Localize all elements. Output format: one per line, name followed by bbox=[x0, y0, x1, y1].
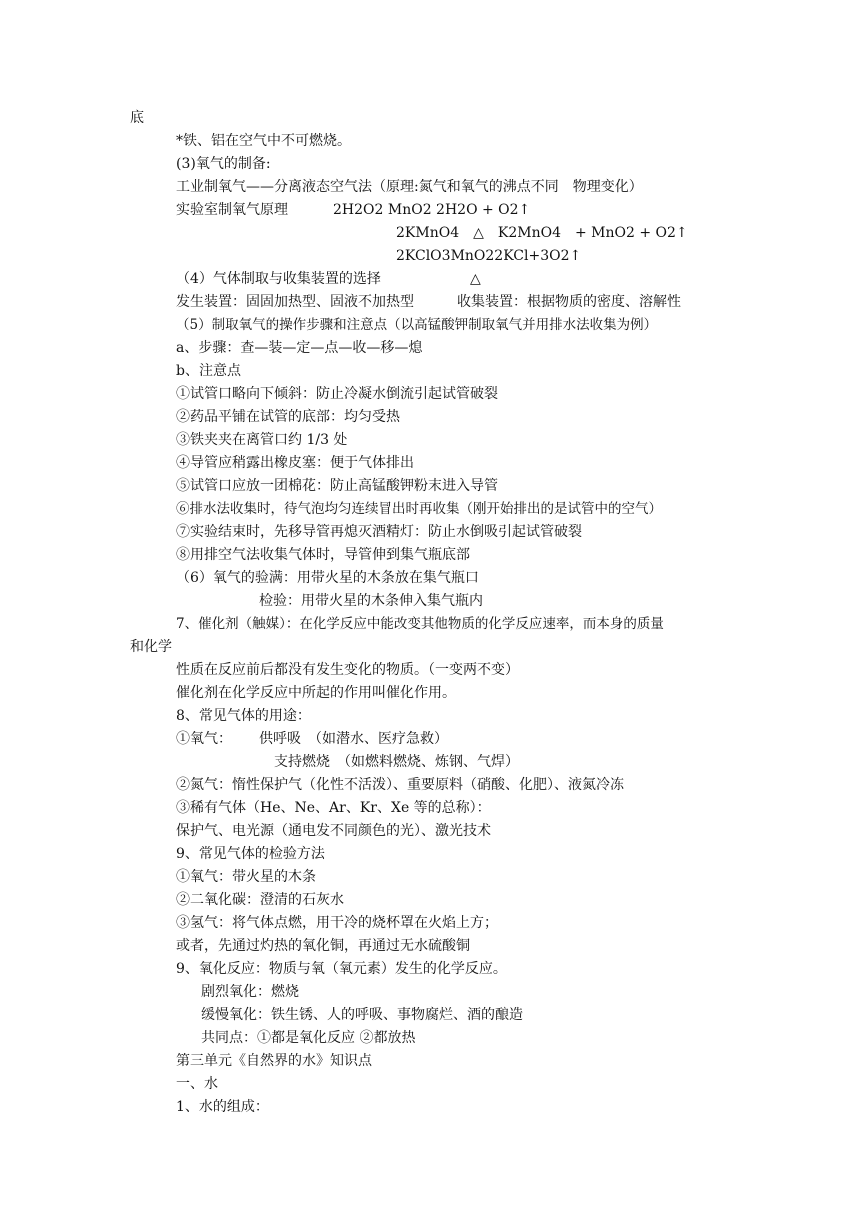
list-item-note-8: ⑧用排空气法收集气体时，导管伸到集气瓶底部 bbox=[176, 547, 470, 563]
list-item-note-5: ⑤试管口应放一团棉花：防止高锰酸钾粉末进入导管 bbox=[176, 478, 498, 494]
heading-oxygen-preparation: (3)氧气的制备: bbox=[176, 156, 271, 172]
text-line-notes-heading: b、注意点 bbox=[176, 363, 241, 379]
heading-unit-three: 第三单元《自然界的水》知识点 bbox=[176, 1053, 372, 1069]
text-line-oxygen-label: ①氧气： bbox=[176, 731, 232, 747]
heading-water: 一、水 bbox=[176, 1076, 218, 1092]
text-line-nitrogen-uses: ②氮气：惰性保护气（化性不活泼）、重要原料（硝酸、化肥）、液氮冷冻 bbox=[176, 777, 624, 793]
text-line-collection-apparatus: 收集装置：根据物质的密度、溶解性 bbox=[457, 294, 681, 310]
text-line-oxygen-combustion: 支持燃烧 （如燃料燃烧、炼钢、气焊） bbox=[274, 754, 519, 770]
heat-triangle-symbol: △ bbox=[470, 271, 481, 287]
text-line-lab-oxygen-label: 实验室制氧气原理 bbox=[176, 202, 288, 218]
text-line-industrial-oxygen: 工业制氧气——分离液态空气法（原理:氮气和氧气的沸点不同 物理变化） bbox=[176, 179, 643, 195]
text-line-oxygen-identify: 检验：用带火星的木条伸入集气瓶内 bbox=[259, 593, 483, 609]
list-item-note-1: ①试管口略向下倾斜：防止冷凝水倒流引起试管破裂 bbox=[176, 386, 498, 402]
list-item-test-hydrogen: ③氢气：将气体点燃，用干冷的烧杯罩在火焰上方； bbox=[176, 915, 498, 931]
heading-procedure: （5）制取氧气的操作步骤和注意点（以高锰酸钾制取氧气并用排水法收集为例） bbox=[176, 317, 658, 333]
text-line-generation-apparatus: 发生装置：固固加热型、固液不加热型 bbox=[176, 294, 414, 310]
text-line-steps: a、步骤：查—装—定—点—收—移—熄 bbox=[176, 340, 423, 356]
equation-h2o2: 2H2O2 MnO2 2H2O + O2↑ bbox=[333, 202, 531, 218]
text-line-slow-oxidation: 缓慢氧化：铁生锈、人的呼吸、事物腐烂、酒的酿造 bbox=[201, 1007, 523, 1023]
list-item-test-co2: ②二氧化碳：澄清的石灰水 bbox=[176, 892, 344, 908]
text-line-noble-gases: ③稀有气体（He、Ne、Ar、Kr、Xe 等的总称）： bbox=[176, 800, 491, 816]
list-item-note-2: ②药品平铺在试管的底部：均匀受热 bbox=[176, 409, 400, 425]
text-line-catalyst-definition: 7、催化剂（触媒）：在化学反应中能改变其他物质的化学反应速率，而本身的质量 bbox=[176, 616, 664, 632]
heading-gas-uses: 8、常见气体的用途： bbox=[176, 708, 311, 724]
text-line-noble-gas-uses: 保护气、电光源（通电发不同颜色的光）、激光技术 bbox=[176, 823, 491, 839]
equation-kclo3: 2KClO3MnO22KCl+3O2↑ bbox=[396, 248, 582, 264]
text-line-catalyst-properties: 性质在反应前后都没有发生变化的物质。（一变两不变） bbox=[176, 662, 519, 678]
text-line-di: 底 bbox=[130, 110, 144, 126]
heading-water-composition: 1、水的组成： bbox=[176, 1099, 269, 1115]
list-item-note-3: ③铁夹夹在离管口约 1/3 处 bbox=[176, 432, 348, 448]
text-line-common-points: 共同点：①都是氧化反应 ②都放热 bbox=[201, 1030, 416, 1046]
list-item-note-6: ⑥排水法收集时，待气泡均匀连续冒出时再收集（刚开始排出的是试管中的空气） bbox=[176, 501, 662, 517]
heading-oxidation: 9、氧化反应：物质与氧（氧元素）发生的化学反应。 bbox=[176, 961, 507, 977]
list-item-note-4: ④导管应稍露出橡皮塞：便于气体排出 bbox=[176, 455, 414, 471]
list-item-test-oxygen: ①氧气：带火星的木条 bbox=[176, 869, 316, 885]
text-line-catalyst-wrap: 和化学 bbox=[130, 639, 172, 655]
text-line-oxygen-full-test: （6）氧气的验满：用带火星的木条放在集气瓶口 bbox=[176, 570, 479, 586]
text-line-iron-aluminum: *铁、铝在空气中不可燃烧。 bbox=[176, 133, 351, 149]
text-line-vigorous-oxidation: 剧烈氧化：燃烧 bbox=[201, 984, 299, 1000]
heading-apparatus-selection: （4）气体制取与收集装置的选择 bbox=[176, 271, 381, 287]
equation-kmno4: 2KMnO4 △ K2MnO4 + MnO2 + O2↑ bbox=[396, 225, 688, 241]
text-line-catalysis: 催化剂在化学反应中所起的作用叫催化作用。 bbox=[176, 685, 456, 701]
text-line-oxygen-breathing: 供呼吸 （如潜水、医疗急救） bbox=[259, 731, 448, 747]
text-line-hydrogen-alt: 或者，先通过灼热的氧化铜，再通过无水硫酸铜 bbox=[176, 938, 470, 954]
heading-gas-tests: 9、常见气体的检验方法 bbox=[176, 846, 325, 862]
list-item-note-7: ⑦实验结束时，先移导管再熄灭酒精灯：防止水倒吸引起试管破裂 bbox=[176, 524, 582, 540]
